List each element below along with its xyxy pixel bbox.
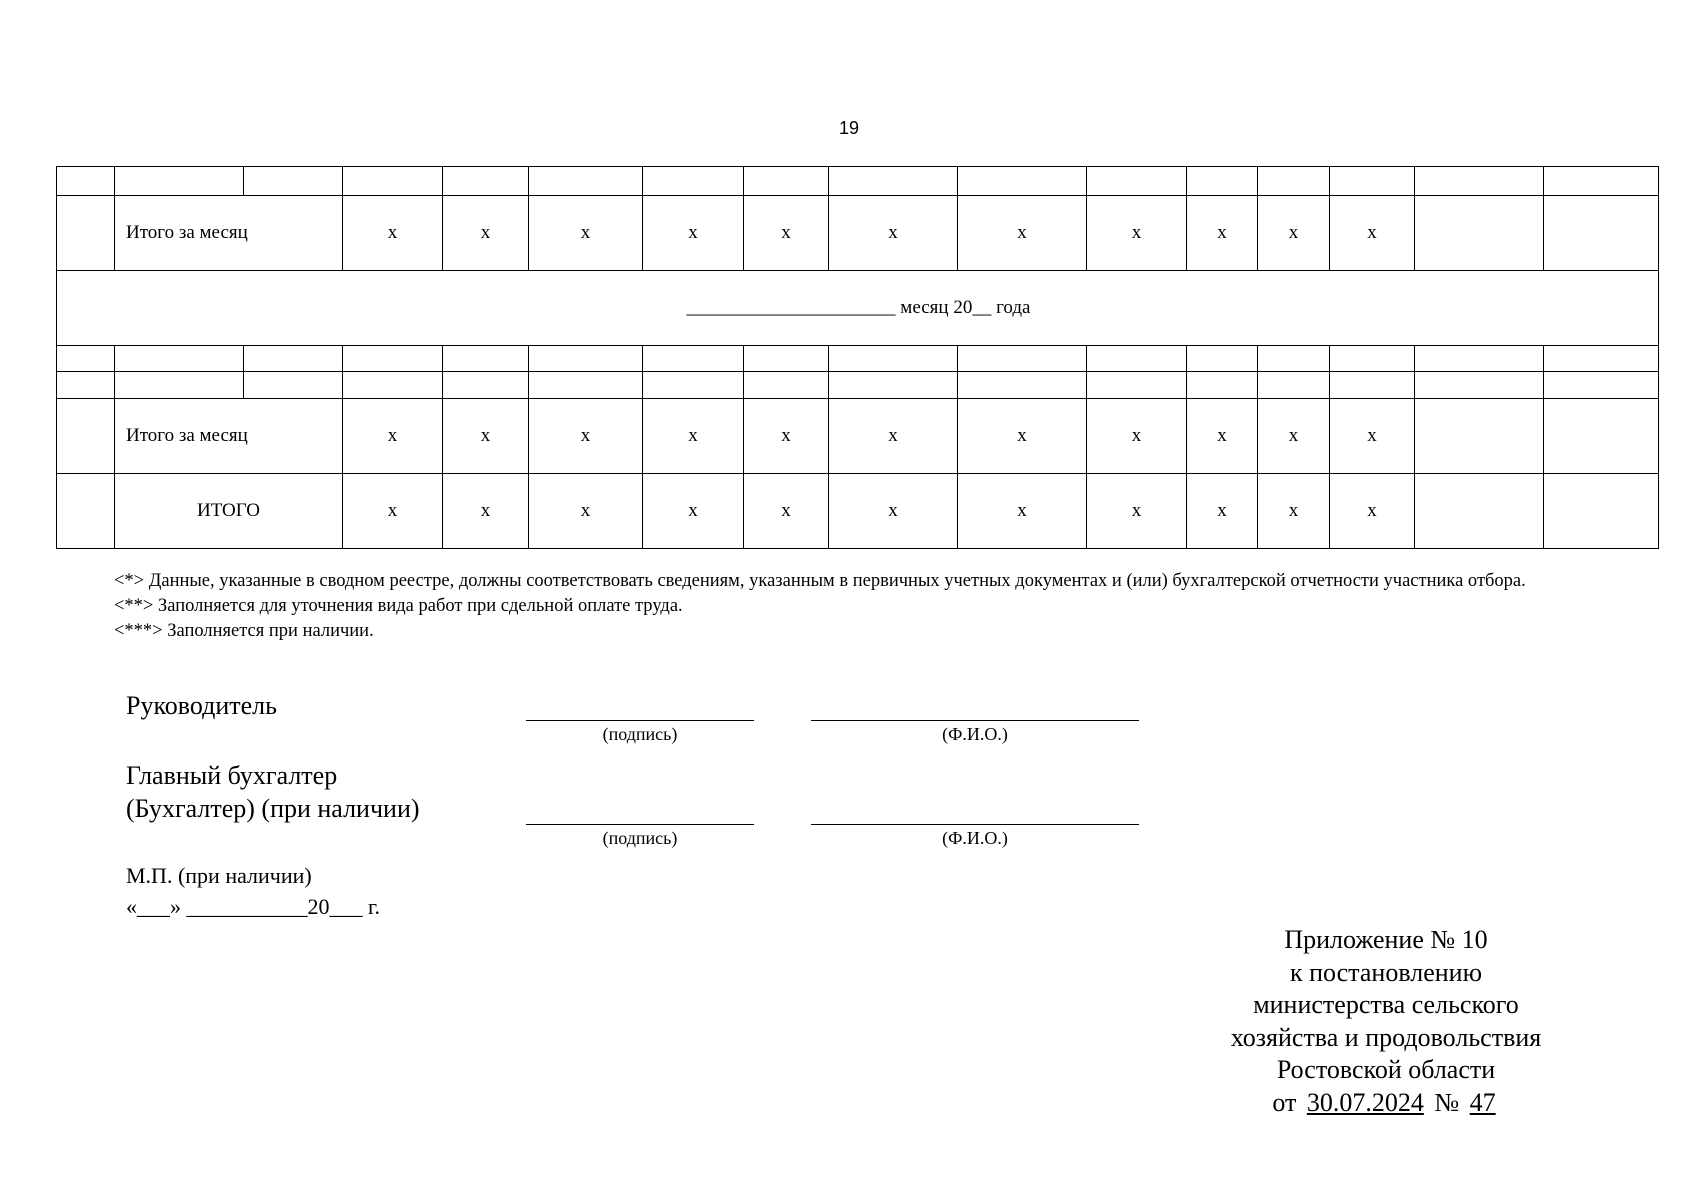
grand-total-label: ИТОГО: [115, 474, 343, 549]
page-number: 19: [838, 118, 860, 138]
table-cell: [57, 346, 115, 372]
head-title: Руководитель: [126, 691, 277, 720]
table-cell: [57, 372, 115, 399]
table-cell-value: [1415, 196, 1544, 271]
footnote-1: <*> Данные, указанные в сводном реестре, должны соответствовать сведениям, указанным в первичных учетных документах и (или) бухгалтерской отчетности участника отбора.: [114, 571, 1526, 591]
appendix-line-3: министерства сельского: [1253, 990, 1519, 1019]
table-row-empty: [57, 346, 1659, 372]
summary-register-table: [56, 166, 1659, 549]
table-cell-value: [1415, 399, 1544, 474]
table-cell: [829, 167, 958, 196]
appendix-date-prefix: от: [1272, 1087, 1297, 1117]
table-cell-value: [1415, 474, 1544, 549]
date-line: «___» ___________20___ г.: [126, 894, 381, 919]
table-row-total: [57, 196, 1659, 271]
table-cell-value: [1544, 474, 1659, 549]
table-cell: [1544, 346, 1659, 372]
accountant-title-line2: (Бухгалтер) (при наличии): [126, 794, 420, 823]
table-cell-value: [1544, 399, 1659, 474]
table-cell: [443, 346, 529, 372]
table-cell: [744, 346, 829, 372]
head-name-line: [811, 720, 1139, 721]
table-cell-index: [57, 196, 115, 271]
head-name-caption: (Ф.И.О.): [942, 724, 1008, 744]
appendix-line-5: Ростовской области: [1276, 1055, 1496, 1084]
appendix-line-2: к постановлению: [1289, 957, 1483, 987]
table-row-total: [57, 399, 1659, 474]
table-cell: [643, 372, 744, 399]
table-cell-value: х: [1087, 399, 1187, 474]
accountant-title-line1: Главный бухгалтер: [126, 761, 338, 790]
table-cell-value: х: [958, 474, 1087, 549]
table-cell-value: х: [744, 196, 829, 271]
table-cell-value: х: [829, 399, 958, 474]
footnote-3: <***> Заполняется при наличии.: [114, 621, 374, 641]
table-row-total: [57, 474, 1659, 549]
table-cell-index: [57, 399, 115, 474]
table-cell-value: х: [1330, 399, 1415, 474]
table-cell: [343, 346, 443, 372]
table-cell-value: х: [443, 196, 529, 271]
table-cell-value: х: [958, 196, 1087, 271]
table-cell: [829, 346, 958, 372]
table-cell-value: х: [529, 474, 643, 549]
table-cell-value: х: [1187, 399, 1258, 474]
table-cell: [529, 167, 643, 196]
table-cell: [1087, 346, 1187, 372]
table-cell: [1544, 167, 1659, 196]
table-cell: [57, 167, 115, 196]
appendix-number-sign: №: [1434, 1087, 1460, 1117]
accountant-name-line: [811, 824, 1139, 825]
table-cell: [1330, 346, 1415, 372]
table-cell: [1415, 167, 1544, 196]
table-cell-value: х: [744, 399, 829, 474]
table-cell-value: х: [1187, 196, 1258, 271]
table-cell-value: х: [1258, 474, 1330, 549]
table-cell: [115, 167, 244, 196]
table-cell: [1187, 167, 1258, 196]
table-cell: [958, 167, 1087, 196]
table-cell: [244, 167, 343, 196]
table-cell: [343, 167, 443, 196]
footnote-2: <**> Заполняется для уточнения вида работ при сдельной оплате труда.: [114, 596, 683, 616]
table-cell: [1087, 167, 1187, 196]
table-cell-value: х: [343, 474, 443, 549]
table-cell-value: х: [643, 196, 744, 271]
table-cell: [958, 372, 1087, 399]
table-cell: [443, 167, 529, 196]
table-cell: [1330, 167, 1415, 196]
stamp-place: М.П. (при наличии): [126, 863, 312, 888]
table-cell-value: х: [829, 474, 958, 549]
table-cell: [1544, 372, 1659, 399]
appendix-header: [1166, 924, 1606, 1119]
table-cell: [1187, 346, 1258, 372]
table-cell-value: х: [1258, 399, 1330, 474]
footnotes: [114, 569, 1583, 644]
table-cell: [244, 346, 343, 372]
table-row-empty: [57, 167, 1659, 196]
table-cell-value: х: [958, 399, 1087, 474]
table-cell: [744, 372, 829, 399]
table-cell: [744, 167, 829, 196]
accountant-signature-caption: (подпись): [602, 828, 678, 848]
table-cell-index: [57, 474, 115, 549]
table-cell: [829, 372, 958, 399]
table-cell: [1087, 372, 1187, 399]
table-cell-value: х: [744, 474, 829, 549]
table-row-month: [57, 271, 1659, 346]
table-cell-value: х: [1330, 474, 1415, 549]
table-cell-value: х: [343, 399, 443, 474]
accountant-signature-line: [526, 824, 754, 825]
table-cell: [1330, 372, 1415, 399]
head-signature-caption: (подпись): [602, 724, 678, 744]
table-body: [57, 167, 1659, 549]
table-cell: [529, 372, 643, 399]
month-total-label: Итого за месяц: [115, 399, 343, 474]
table-cell: [115, 346, 244, 372]
table-cell: [1415, 372, 1544, 399]
table-cell: [643, 346, 744, 372]
table-cell: [244, 372, 343, 399]
table-cell: [529, 346, 643, 372]
table-cell-value: х: [829, 196, 958, 271]
appendix-number: 47: [1469, 1087, 1496, 1117]
table-cell: [1258, 346, 1330, 372]
table-cell: [1258, 167, 1330, 196]
table-cell: [1258, 372, 1330, 399]
table-cell-value: х: [529, 196, 643, 271]
table-cell: [343, 372, 443, 399]
table-cell-value: х: [443, 399, 529, 474]
table-cell: [1187, 372, 1258, 399]
table-cell: [443, 372, 529, 399]
table-cell: [958, 346, 1087, 372]
month-heading-cell: ______________________ месяц 20__ года: [57, 271, 1659, 346]
appendix-line-1: Приложение № 10: [1284, 925, 1488, 954]
table-cell-value: х: [1330, 196, 1415, 271]
appendix-date: 30.07.2024: [1306, 1087, 1424, 1117]
table-cell: [643, 167, 744, 196]
table-cell: [1415, 346, 1544, 372]
accountant-name-caption: (Ф.И.О.): [942, 828, 1008, 848]
appendix-date-line: [1166, 1087, 1606, 1120]
table-cell-value: х: [1258, 196, 1330, 271]
appendix-line-4: хозяйства и продовольствия: [1230, 1022, 1542, 1052]
table-cell-value: х: [1087, 474, 1187, 549]
table-cell-value: [1544, 196, 1659, 271]
table-cell-value: х: [643, 399, 744, 474]
table-cell-value: х: [1087, 196, 1187, 271]
table-cell-value: х: [529, 399, 643, 474]
table-cell-value: х: [343, 196, 443, 271]
table-cell: [115, 372, 244, 399]
month-total-label: Итого за месяц: [115, 196, 343, 271]
table-cell-value: х: [643, 474, 744, 549]
head-signature-line: [526, 720, 754, 721]
table-cell-value: х: [443, 474, 529, 549]
table-cell-value: х: [1187, 474, 1258, 549]
table-row-empty: [57, 372, 1659, 399]
